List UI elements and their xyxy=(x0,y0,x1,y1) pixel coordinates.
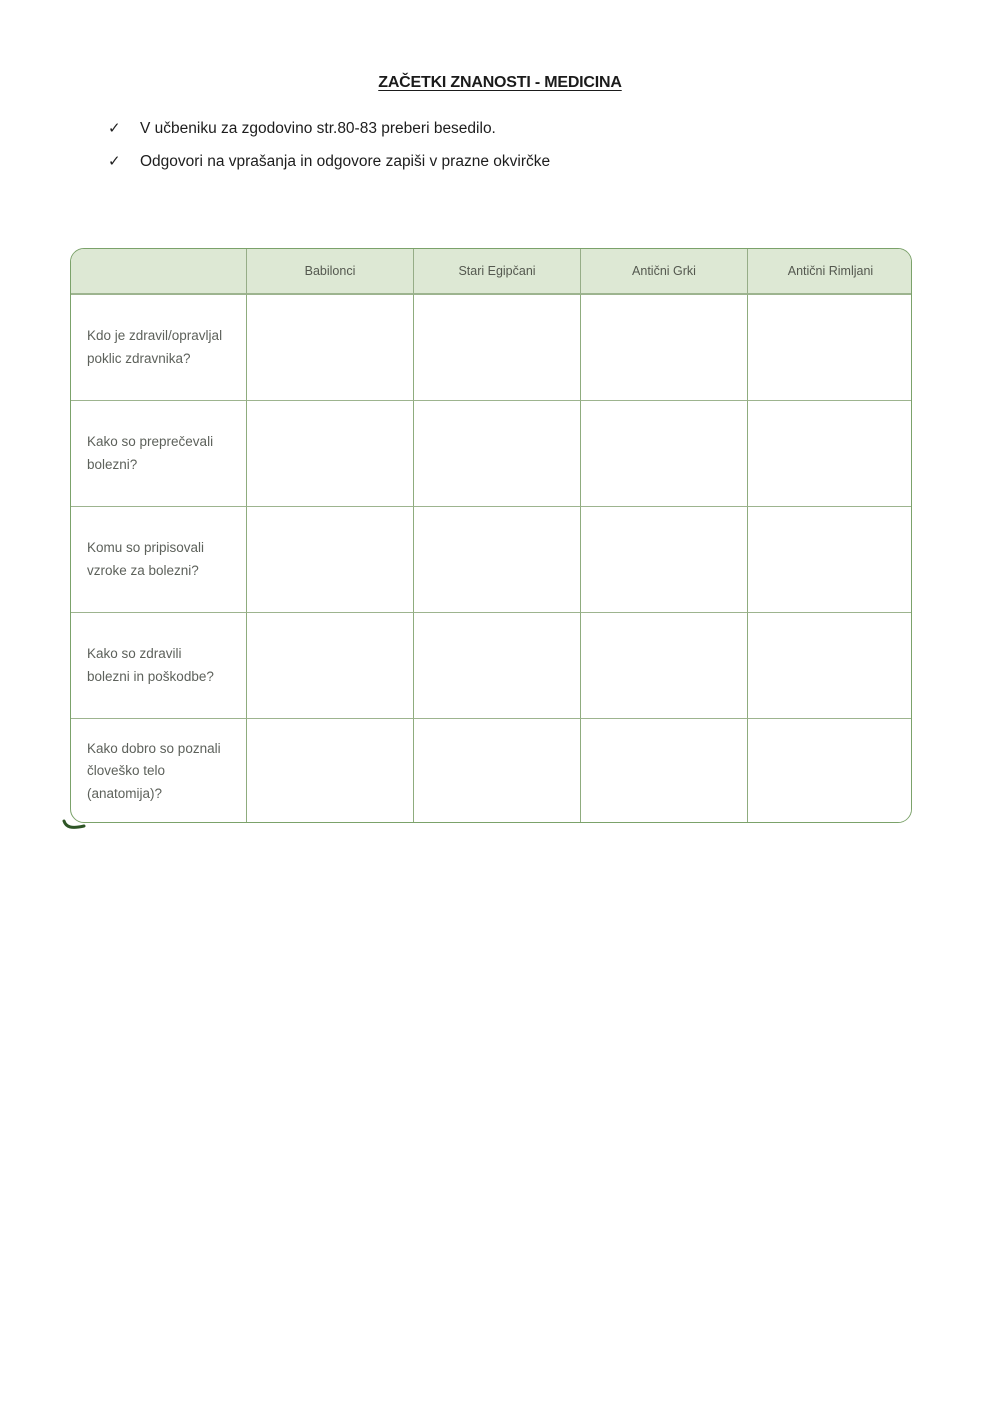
answer-cell[interactable] xyxy=(246,400,413,506)
question-cell: Komu so pripisovali vzroke za bolezni? xyxy=(71,506,246,612)
instruction-list xyxy=(108,119,808,185)
answer-cell[interactable] xyxy=(246,294,413,400)
answer-cell[interactable] xyxy=(413,400,580,506)
answer-cell[interactable] xyxy=(580,400,747,506)
answer-cell[interactable] xyxy=(747,294,912,400)
header-cell-stari-egipcani: Stari Egipčani xyxy=(413,249,580,294)
header-cell-anticni-grki: Antični Grki xyxy=(580,249,747,294)
instruction-item xyxy=(108,119,808,139)
page-title-text: ZAČETKI ZNANOSTI - MEDICINA xyxy=(378,74,622,91)
answer-cell[interactable] xyxy=(747,400,912,506)
answers-table-grid xyxy=(71,249,911,822)
answer-cell[interactable] xyxy=(413,612,580,718)
question-cell: Kdo je zdravil/opravljal poklic zdravnika? xyxy=(71,294,246,400)
checkmark-icon: ✓ xyxy=(108,120,121,137)
answer-cell[interactable] xyxy=(246,612,413,718)
answer-cell[interactable] xyxy=(747,612,912,718)
answer-cell[interactable] xyxy=(580,718,747,823)
answers-table xyxy=(70,248,912,823)
instruction-text: V učbeniku za zgodovino str.80-83 preberi besedilo. xyxy=(140,120,496,137)
page-title xyxy=(0,74,1000,92)
answer-cell[interactable] xyxy=(413,294,580,400)
header-cell-babilonci: Babilonci xyxy=(246,249,413,294)
instruction-text: Odgovori na vprašanja in odgovore zapiši v prazne okvirčke xyxy=(140,153,551,170)
instruction-item xyxy=(108,152,808,172)
answer-cell[interactable] xyxy=(413,718,580,823)
checkmark-icon: ✓ xyxy=(108,153,121,170)
answer-cell[interactable] xyxy=(580,612,747,718)
header-cell-anticni-rimljani: Antični Rimljani xyxy=(747,249,912,294)
question-cell: Kako so zdravili bolezni in poškodbe? xyxy=(71,612,246,718)
answer-cell[interactable] xyxy=(747,506,912,612)
answer-cell[interactable] xyxy=(246,718,413,823)
question-cell: Kako dobro so poznali človeško telo (anatomija)? xyxy=(71,718,246,823)
answer-cell[interactable] xyxy=(413,506,580,612)
answer-cell[interactable] xyxy=(580,506,747,612)
answer-cell[interactable] xyxy=(747,718,912,823)
answer-cell[interactable] xyxy=(580,294,747,400)
header-cell-empty xyxy=(71,249,246,294)
answer-cell[interactable] xyxy=(246,506,413,612)
question-cell: Kako so preprečevali bolezni? xyxy=(71,400,246,506)
